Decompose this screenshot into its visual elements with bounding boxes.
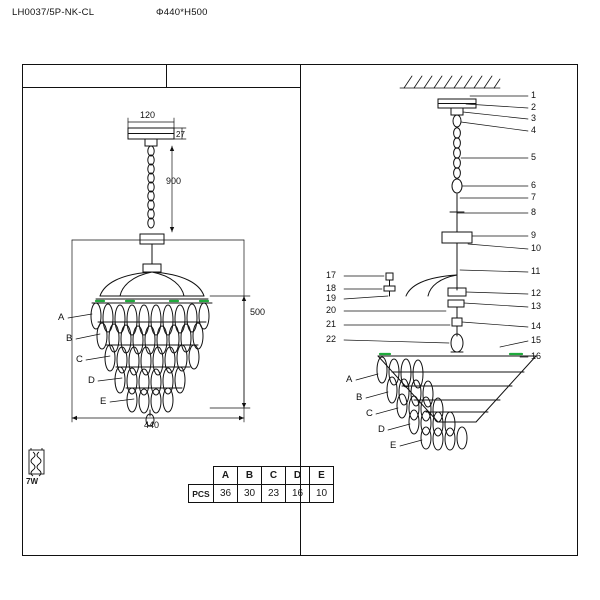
qty-c: 23 bbox=[262, 485, 286, 503]
table-row bbox=[189, 485, 334, 503]
left-tier-label-c: C bbox=[76, 354, 83, 365]
callout-19: 19 bbox=[326, 293, 337, 303]
right-tier-label-a: A bbox=[346, 374, 353, 385]
parts-quantity-table bbox=[188, 466, 334, 503]
dim-label-900: 900 bbox=[166, 176, 182, 186]
callout-5: 5 bbox=[531, 152, 537, 162]
callout-22: 22 bbox=[326, 334, 337, 344]
table-header-row bbox=[189, 467, 334, 485]
dim-label-500: 500 bbox=[250, 307, 266, 317]
qty-a: 36 bbox=[214, 485, 238, 503]
overall-dimensions: Φ440*H500 bbox=[156, 7, 208, 18]
callout-20: 20 bbox=[326, 305, 337, 315]
qty-e: 10 bbox=[310, 485, 334, 503]
qty-d: 16 bbox=[286, 485, 310, 503]
right-tier-label-b: B bbox=[356, 392, 363, 403]
callout-18: 18 bbox=[326, 283, 337, 293]
left-tier-label-b: B bbox=[66, 333, 73, 344]
callout-1: 1 bbox=[531, 90, 537, 100]
title-block-divider bbox=[166, 64, 167, 88]
callout-4: 4 bbox=[531, 125, 537, 135]
right-tier-label-c: C bbox=[366, 408, 373, 419]
left-tier-label-d: D bbox=[88, 375, 95, 386]
left-tier-label-e: E bbox=[100, 396, 107, 407]
callout-3: 3 bbox=[531, 113, 537, 123]
qty-b: 30 bbox=[238, 485, 262, 503]
right-tier-label-d: D bbox=[378, 424, 385, 435]
dim-label-440: 440 bbox=[144, 420, 160, 430]
column-header-a: A bbox=[214, 467, 238, 485]
bulb-wattage-label: 7W bbox=[26, 477, 38, 486]
callout-14: 14 bbox=[531, 321, 542, 331]
callout-16: 16 bbox=[531, 351, 542, 361]
right-tier-label-e: E bbox=[390, 440, 397, 451]
callout-10: 10 bbox=[531, 243, 542, 253]
callout-8: 8 bbox=[531, 207, 537, 217]
column-header-d: D bbox=[286, 467, 310, 485]
callout-6: 6 bbox=[531, 180, 537, 190]
callout-21: 21 bbox=[326, 319, 337, 329]
callout-9: 9 bbox=[531, 230, 537, 240]
model-number: LH0037/5P-NK-CL bbox=[12, 7, 95, 18]
title-block bbox=[22, 64, 300, 88]
callout-12: 12 bbox=[531, 288, 542, 298]
column-header-c: C bbox=[262, 467, 286, 485]
table-corner-blank bbox=[189, 467, 214, 485]
callout-17: 17 bbox=[326, 270, 337, 280]
column-header-b: B bbox=[238, 467, 262, 485]
callout-11: 11 bbox=[531, 266, 541, 276]
callout-7: 7 bbox=[531, 192, 537, 202]
left-tier-label-a: A bbox=[58, 312, 65, 323]
column-header-e: E bbox=[310, 467, 334, 485]
dim-label-120: 120 bbox=[140, 110, 156, 120]
dim-label-27: 27 bbox=[176, 130, 185, 139]
callout-15: 15 bbox=[531, 335, 542, 345]
callout-2: 2 bbox=[531, 102, 537, 112]
callout-13: 13 bbox=[531, 301, 542, 311]
row-label-pcs: PCS bbox=[189, 485, 214, 503]
